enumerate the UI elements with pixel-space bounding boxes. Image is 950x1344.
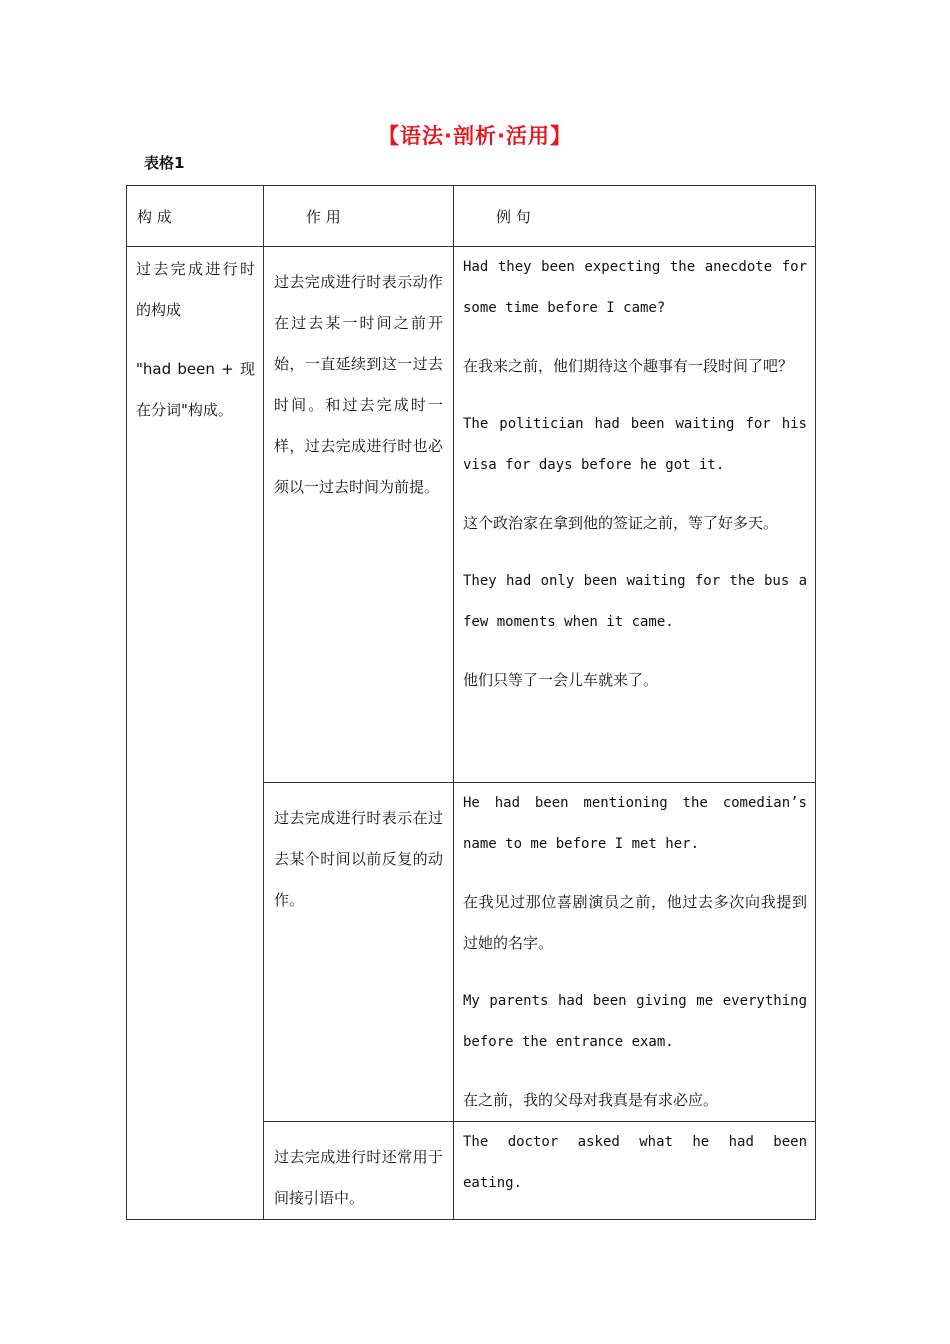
example-en: The doctor asked what he had been eating. (463, 1134, 807, 1191)
header-usage (264, 186, 454, 247)
example-en: They had only been waiting for the bus a few moments when it came. (463, 573, 807, 630)
structure-line-2: "had been + 现在分词"构成。 (136, 360, 255, 419)
example-cn: 在之前，我的父母对我真是有求必应。 (463, 1091, 719, 1109)
header-examples (454, 186, 816, 247)
examples-cell (454, 1122, 816, 1220)
table-row (127, 247, 816, 783)
example-cn: 在我来之前，他们期待这个趣事有一段时间了吧？ (463, 357, 794, 375)
usage-text: 过去完成进行时表示动作在过去某一时间之前开始，一直延续到这一过去时间。和过去完成时一样，过去完成进行时也必须以一过去时间为前提。 (274, 273, 443, 496)
usage-cell (264, 247, 454, 783)
structure-line-1: 过去完成进行时的构成 (136, 260, 255, 319)
page-title: 【语法·剖析·活用】 (378, 124, 572, 148)
example-cn: 在我见过那位喜剧演员之前，他过去多次向我提到过她的名字。 (463, 893, 807, 952)
example-en: My parents had been giving me everything before the entrance exam. (463, 993, 807, 1050)
example-cn: 他们只等了一会儿车就来了。 (463, 671, 659, 689)
header-structure (127, 186, 264, 247)
structure-cell (127, 247, 264, 1220)
usage-cell (264, 1122, 454, 1220)
usage-cell (264, 783, 454, 1122)
examples-cell (454, 783, 816, 1122)
examples-cell (454, 247, 816, 783)
grammar-table (126, 185, 816, 1220)
example-cn: 这个政治家在拿到他的签证之前，等了好多天。 (463, 514, 779, 532)
header-row (127, 186, 816, 247)
header-structure-label: 构 成 (137, 207, 172, 226)
example-en: Had they been expecting the anecdote for some time before I came? (463, 259, 807, 316)
usage-text: 过去完成进行时还常用于间接引语中。 (274, 1148, 443, 1207)
header-usage-label: 作 用 (306, 207, 341, 226)
example-en: The politician had been waiting for his visa for days before he got it. (463, 416, 807, 473)
example-en: He had been mentioning the comedian’s name to me before I met her. (463, 795, 807, 852)
table-label: 表格1 (144, 154, 185, 172)
header-examples-label: 例 句 (496, 207, 531, 226)
usage-text: 过去完成进行时表示在过去某个时间以前反复的动作。 (274, 809, 443, 909)
